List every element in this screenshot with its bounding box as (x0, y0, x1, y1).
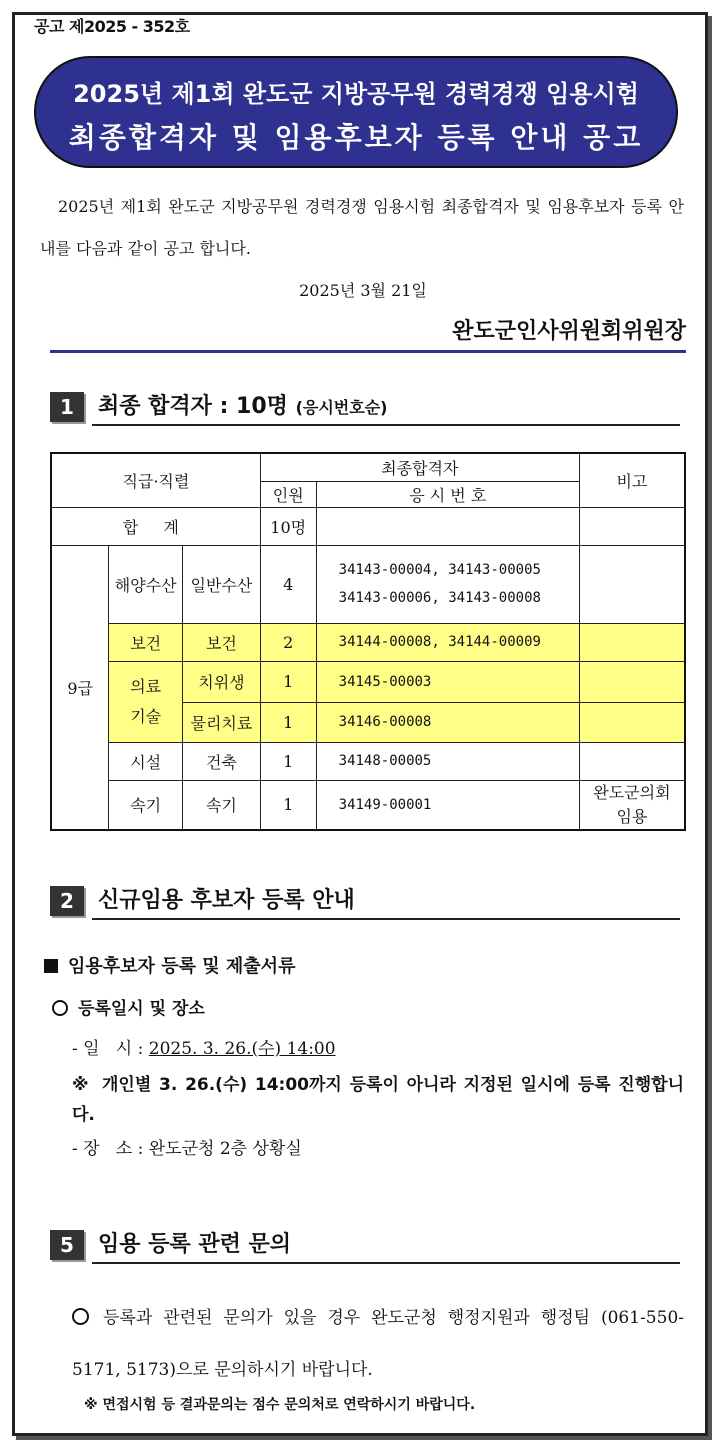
group-cell: 시설 (109, 742, 183, 780)
note-line: 임용 (616, 806, 648, 826)
note-cell (579, 742, 685, 780)
section-2-title: 신규임용 후보자 등록 안내 (98, 888, 355, 913)
series-cell: 건축 (183, 742, 261, 780)
circle-bullet-icon (72, 1308, 89, 1325)
note-line: 완도군의회 (593, 782, 671, 802)
intro-text: 2025년 제1회 완도군 지방공무원 경력경쟁 임용시험 최종합격자 및 임용후보자 등록 안내를 다음과 같이 공고 합니다. (40, 197, 684, 258)
datetime-value: 2025. 3. 26.(수) 14:00 (148, 1039, 336, 1059)
group-cell: 보건 (109, 623, 183, 661)
table-row (51, 623, 685, 661)
numbers-cell: 34148-00005 (316, 742, 579, 780)
count-cell: 1 (260, 742, 316, 780)
section-1-number: 1 (50, 392, 84, 422)
results-table (50, 452, 686, 831)
section-1-title-main: 최종 합격자 : 10명 (98, 394, 288, 419)
registration-place (72, 1134, 302, 1159)
count-cell: 1 (260, 702, 316, 742)
group-line: 의료 (130, 676, 162, 696)
section-2-number: 2 (50, 886, 84, 916)
inquiry-text: 등록과 관련된 문의가 있을 경우 완도군청 행정지원과 행정팀 (061-550-5171, 5173)으로 문의하시기 바랍니다. (72, 1308, 684, 1380)
note-text: 개인별 3. 26.(수) 14:00까지 등록이 아니라 지정된 일시에 등록 진행합니다. (72, 1075, 684, 1125)
registration-datetime (72, 1034, 336, 1059)
total-numbers (316, 507, 579, 545)
square-bullet-icon (44, 959, 58, 973)
section-1-underline (92, 424, 680, 426)
group-line: 기술 (130, 706, 162, 726)
numbers-cell (316, 545, 579, 623)
total-count: 10명 (260, 507, 316, 545)
header-final: 최종합격자 (260, 453, 579, 481)
group-cell: 속기 (109, 780, 183, 830)
header-grade: 직급·직렬 (51, 453, 260, 507)
total-label: 합 계 (51, 507, 260, 545)
count-cell: 4 (260, 545, 316, 623)
intro-paragraph (40, 186, 684, 270)
table-row-total (51, 507, 685, 545)
title-banner (34, 56, 678, 168)
table-row (51, 780, 685, 830)
table-row (51, 545, 685, 623)
registration-heading-text: 등록일시 및 장소 (78, 999, 205, 1019)
place-label: - 장 소 : (72, 1139, 149, 1159)
header-numbers: 응 시 번 호 (316, 481, 579, 507)
group-cell: 해양수산 (109, 545, 183, 623)
registration-note (72, 1070, 684, 1130)
sub-heading (44, 952, 295, 978)
title-line-2: 최종합격자 및 임용후보자 등록 안내 공고 (68, 121, 644, 154)
section-2-heading (50, 886, 680, 920)
section-2-underline (92, 918, 680, 920)
sub-heading-text: 임용후보자 등록 및 제출서류 (68, 956, 296, 977)
place-value: 완도군청 2층 상황실 (148, 1139, 302, 1159)
section-1-title (98, 392, 387, 423)
section-5-number: 5 (50, 1230, 84, 1260)
circle-bullet-icon (52, 1000, 68, 1016)
series-cell: 일반수산 (183, 545, 261, 623)
numbers-line: 34143-00004, 34143-00005 (338, 562, 541, 578)
total-note (579, 507, 685, 545)
section-5-underline (92, 1262, 680, 1264)
grade-cell: 9급 (51, 545, 109, 830)
note-cell (579, 780, 685, 830)
series-cell: 속기 (183, 780, 261, 830)
notice-number: 공고 제2025 - 352호 (34, 17, 190, 36)
series-cell: 치위생 (183, 661, 261, 702)
datetime-label: - 일 시 : (72, 1039, 149, 1059)
table-row (51, 661, 685, 702)
header-note: 비고 (579, 453, 685, 507)
section-5-title: 임용 등록 관련 문의 (98, 1232, 291, 1257)
count-cell: 2 (260, 623, 316, 661)
registration-heading (52, 994, 205, 1019)
section-5-heading (50, 1230, 680, 1264)
section-1-title-small: (응시번호순) (295, 398, 388, 417)
numbers-cell: 34144-00008, 34144-00009 (316, 623, 579, 661)
notice-date: 2025년 3월 21일 (299, 281, 427, 300)
note-cell (579, 702, 685, 742)
note-cell (579, 545, 685, 623)
series-cell: 물리치료 (183, 702, 261, 742)
series-cell: 보건 (183, 623, 261, 661)
divider-rule (50, 350, 686, 353)
numbers-cell: 34146-00008 (316, 702, 579, 742)
numbers-cell: 34145-00003 (316, 661, 579, 702)
footnote: ※ 면접시험 등 결과문의는 점수 문의처로 연락하시기 바랍니다. (84, 1397, 476, 1413)
numbers-cell: 34149-00001 (316, 780, 579, 830)
group-cell (109, 661, 183, 742)
note-cell (579, 623, 685, 661)
note-cell (579, 661, 685, 702)
title-line-1: 2025년 제1회 완도군 지방공무원 경력경쟁 임용시험 (73, 80, 639, 108)
header-count: 인원 (260, 481, 316, 507)
count-cell: 1 (260, 780, 316, 830)
table-row (51, 742, 685, 780)
issuer-name: 완도군인사위원회위원장 (452, 319, 686, 344)
numbers-line: 34143-00006, 34143-00008 (338, 590, 541, 606)
section-1-heading (50, 392, 680, 426)
count-cell: 1 (260, 661, 316, 702)
inquiry-paragraph (72, 1292, 684, 1396)
note-mark: ※ (72, 1075, 89, 1095)
